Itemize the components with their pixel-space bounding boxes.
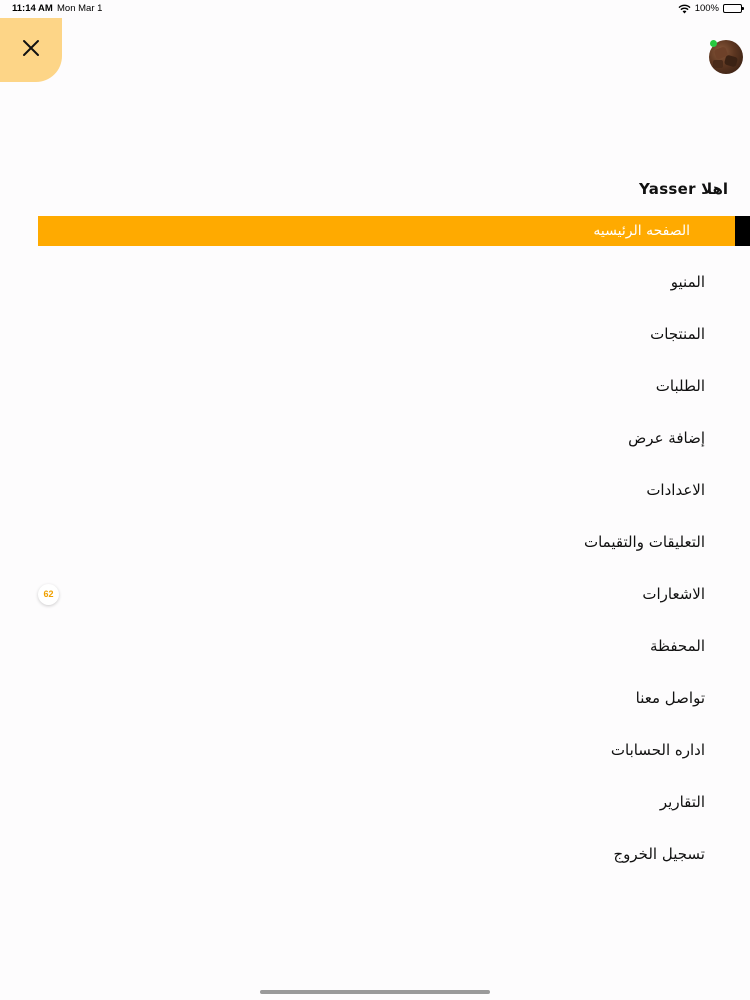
menu-item-add-offer[interactable]: إضافة عرض <box>628 429 705 447</box>
menu-item-home[interactable]: الصفحه الرئيسيه <box>38 216 735 246</box>
close-icon <box>22 39 40 61</box>
menu-item-wallet[interactable]: المحفظة <box>649 637 705 655</box>
battery-icon <box>723 4 742 13</box>
status-time: 11:14 AM <box>12 3 53 14</box>
menu-item-logout[interactable]: تسجيل الخروج <box>613 845 705 863</box>
notification-count-badge[interactable]: 62 <box>38 584 59 605</box>
menu-item-contact-us[interactable]: تواصل معنا <box>635 689 705 707</box>
menu-item-accounts[interactable]: اداره الحسابات <box>610 741 705 759</box>
home-indicator[interactable] <box>260 990 490 994</box>
wifi-icon <box>678 4 691 14</box>
status-date: Mon Mar 1 <box>57 3 103 14</box>
user-greeting: اهلا Yasser <box>639 180 728 198</box>
close-button[interactable] <box>0 18 62 82</box>
menu-item-reports[interactable]: التقارير <box>659 793 705 811</box>
menu-item-settings[interactable]: الاعدادات <box>646 481 705 499</box>
status-right <box>678 3 742 14</box>
menu-item-products[interactable]: المنتجات <box>650 325 705 343</box>
menu-item-orders[interactable]: الطلبات <box>655 377 705 395</box>
active-indicator <box>735 216 750 246</box>
menu-item-reviews[interactable]: التعليقات والتقيمات <box>583 533 705 551</box>
avatar[interactable] <box>709 40 743 74</box>
menu-item-menu[interactable]: المنيو <box>670 273 705 291</box>
status-bar <box>0 0 750 18</box>
online-status-dot <box>710 40 717 47</box>
battery-percent: 100% <box>694 3 719 14</box>
menu-item-notifications[interactable]: الاشعارات <box>642 585 705 603</box>
